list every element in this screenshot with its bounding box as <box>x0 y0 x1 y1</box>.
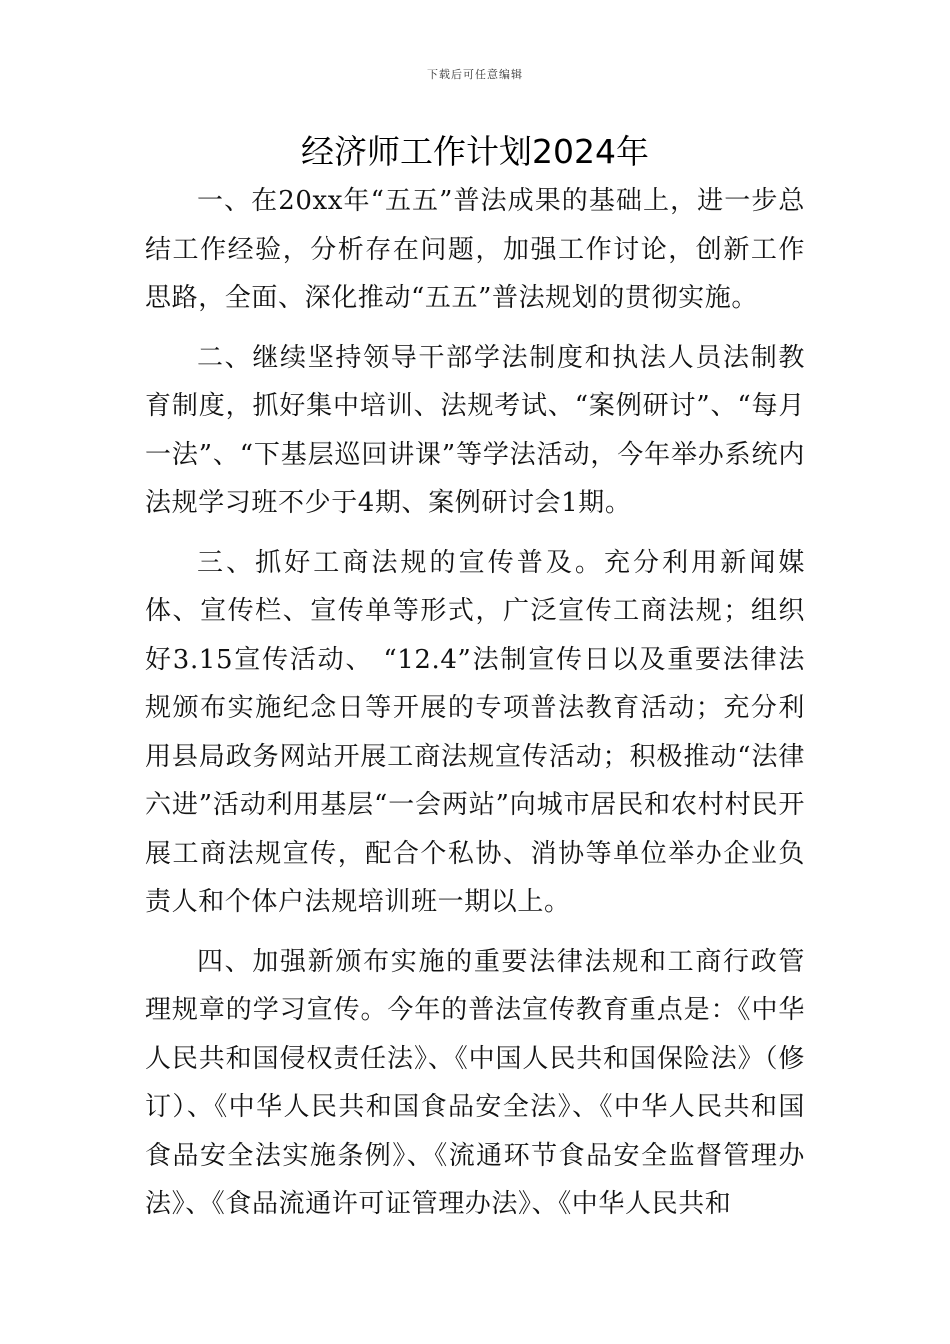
document-body <box>145 177 805 1240</box>
header-note: 下载后可任意编辑 <box>427 68 523 81</box>
paragraph-1: 一、在20xx年“五五”普法成果的基础上，进一步总结工作经验，分析存在问题，加强工作讨论，创新工作思路，全面、深化推动“五五”普法规划的贯彻实施。 <box>145 186 805 313</box>
paragraph-4: 四、加强新颁布实施的重要法律法规和工商行政管理规章的学习宣传。今年的普法宣传教育重点是：《中华人民共和国侵权责任法》、《中国人民共和国保险法》（修订）、《中华人民共和国食品安全法》、《中华人民共和国食品安全法实施条例》、《流通环节食品安全监督管理办法》、《食品流通许可证管理办法》、《中华人民共和 <box>145 946 805 1219</box>
paragraph-2: 二、继续坚持领导干部学法制度和执法人员法制教育制度，抓好集中培训、法规考试、“案例研讨”、“每月一法”、“下基层巡回讲课”等学法活动，今年举办系统内法规学习班不少于4期、案例研讨会1期。 <box>145 342 805 518</box>
document-title: 经济师工作计划2024年 <box>301 132 649 171</box>
paragraph-3: 三、抓好工商法规的宣传普及。充分利用新闻媒体、宣传栏、宣传单等形式，广泛宣传工商法规；组织好3.15宣传活动、 “12.4”法制宣传日以及重要法律法规颁布实施纪念日等开展的专项普法教育活动；充分利用县局政务网站开展工商法规宣传活动；积极推动“法律六进”活动利用基层“一会两站”向城市居民和农村村民开展工商法规宣传，配合个私协、消协等单位举办企业负责人和个体户法规培训班一期以上。 <box>145 547 805 917</box>
